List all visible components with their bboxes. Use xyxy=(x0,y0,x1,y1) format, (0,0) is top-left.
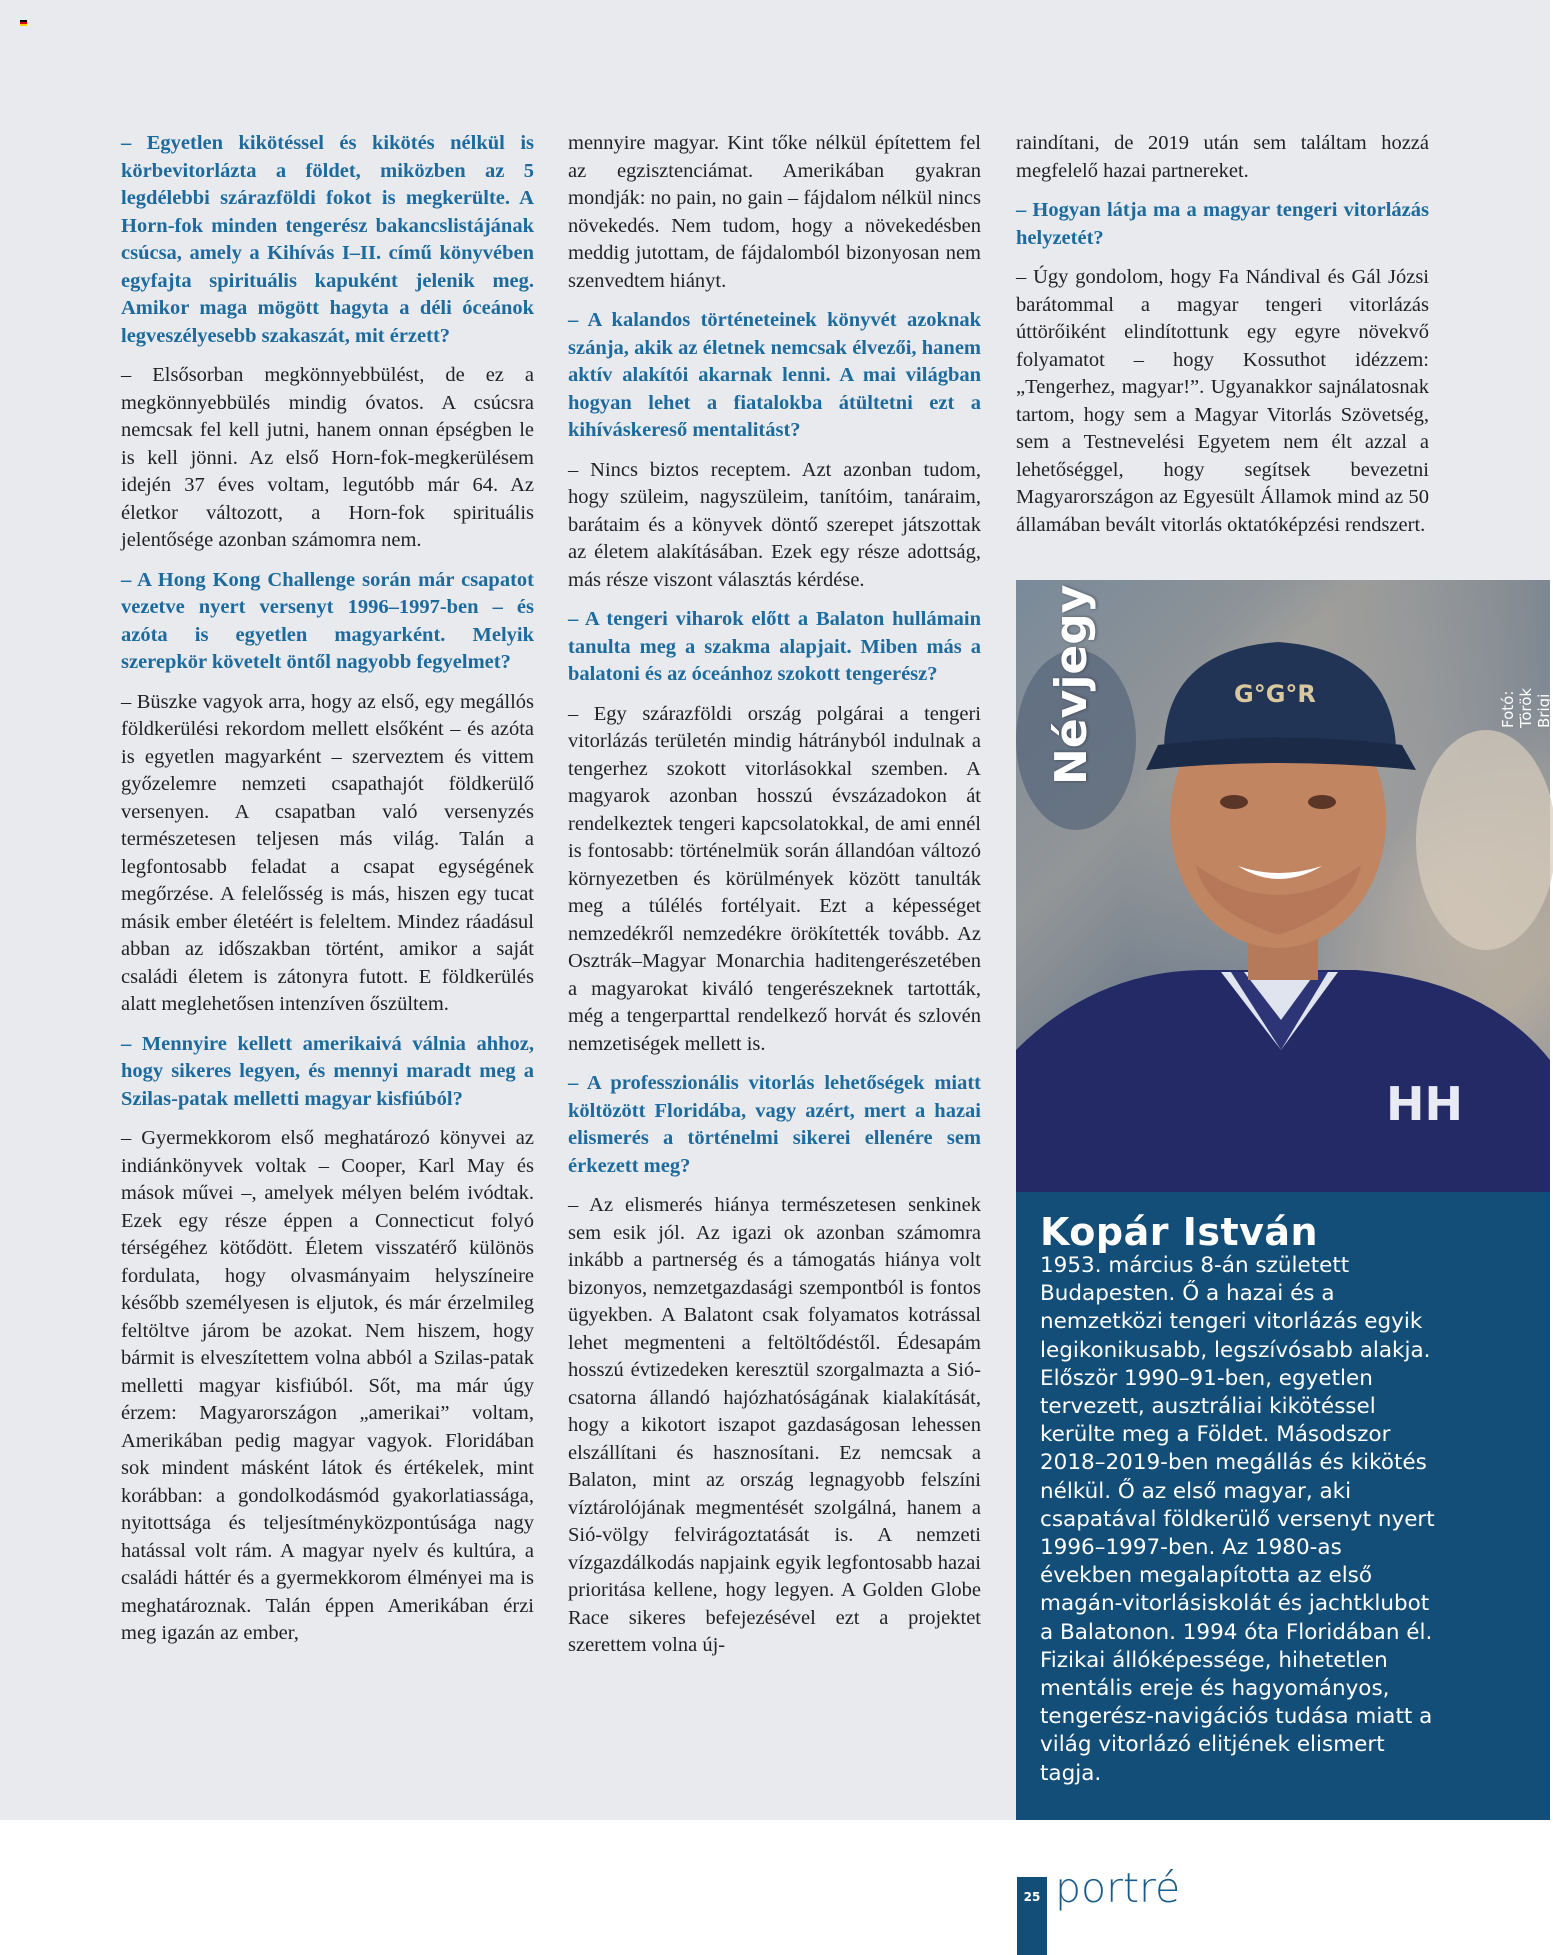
section-label: portré xyxy=(1055,1864,1181,1912)
interview-answer: – Az elismerés hiánya természetesen senkinek sem esik jól. Az igazi ok azonban számomra inkább a partnerség és a támogatás hiánya volt bizonyos, nemzetgazdasági szempontból is fontos ügyekben. A Balatont csak folyamatos kotrással lehet megmenteni a feltöltődéstől. Édesapám hosszú évtizedeken keresztül szorgalmazta a Sió-csatorna állandó hajózhatóságának kialakítását, hogy a kikotort iszapot gazdaságosan lehessen elszállítani és hasznosítani. Ez nemcsak a Balaton, mint az ország legnagyobb felszíni víztárolójának megmentését szolgálná, hanem a Sió-völgy felvirágoztatását is. A nemzeti vízgazdálkodás napjaink egyik legfontosabb hazai prioritása kellene, hogy legyen. A Golden Globe Race sikeres befejezésével ezt a projektet szerettem volna új- xyxy=(568,1194,981,1656)
interview-question: – A professzionális vitorlás lehetőségek miatt költözött Floridába, vagy azért, mert a hazai elismerés a történelmi sikerei ellenére sem érkezett meg? xyxy=(568,1072,981,1177)
profile-card xyxy=(1016,1192,1550,1820)
nevjegy-label: Névjegy xyxy=(1046,584,1097,785)
interview-question: – Egyetlen kikötéssel és kikötés nélkül is körbevitorlázta a földet, miközben az 5 legdélebbi szárazföldi fokot is megkerülte. A Horn-fok minden tengerész bakancslistájának csúcsa, amely a Kihívás I–II. című könyvében egyfajta spirituális kapuként jelenik meg. Amikor maga mögött hagyta a déli óceánok legveszélyesebb szakaszát, mit érzett? xyxy=(121,132,534,347)
page-number-tab xyxy=(1017,1877,1047,1955)
interview-question: – A tengeri viharok előtt a Balaton hullámain tanulta meg a szakma alapjait. Miben más a balatoni és az óceánhoz szokott tengerész? xyxy=(568,608,981,685)
interview-answer: – Nincs biztos receptem. Azt azonban tudom, hogy szüleim, nagyszüleim, tanítóim, tanáraim, barátaim és a könyvek döntő szerepet játszottak az életem alakításában. Ezek egy része adottság, más része viszont választás kérdése. xyxy=(568,458,981,591)
article-column-1 xyxy=(121,130,534,1660)
interview-question: – A Hong Kong Challenge során már csapatot vezetve nyert versenyt 1996–1997-ben – és azóta is egyetlen magyarként. Melyik szerepkör követelt öntől nagyobb fegyelmet? xyxy=(121,568,534,673)
photo-credit: Fotó: Török Brigi xyxy=(1499,687,1553,728)
interview-answer: – Elsősorban megkönnyebbülést, de ez a megkönnyebbülés mindig óvatos. A csúcsra nemcsak fel kell jutni, hanem onnan épségben le is kell jönni. Az első Horn-fok-megkerülésem idején 37 éves voltam, legutóbb már 64. Az életkor változott, a Horn-fok spirituális jelentősége azonban számomra nem. xyxy=(121,364,534,551)
cap-logo: G°G°R xyxy=(1234,680,1316,708)
interview-question: – Mennyire kellett amerikaivá válnia ahhoz, hogy sikeres legyen, és mennyi maradt meg a Szilas-patak melletti magyar kisfiúból? xyxy=(121,1032,534,1110)
profile-name: Kopár István xyxy=(1040,1210,1319,1254)
interview-answer: – Egy szárazföldi ország polgárai a tengeri vitorlázás területén mindig hátrányból indulnak a tengerhez szokott vitorlásokkal szemben. A magyarok azonban hosszú évszázadokon át rendelkeztek tengeri kapcsolatokkal, de ami ennél is fontosabb: történelmük során állandóan változó környezetben és körülmények között tanulták meg a túlélés fortélyait. Ezt a képességet nemzedékről nemzedékre örökítették tovább. Az Osztrák–Magyar Monarchia haditengerészetében a magyarokat kiváló tengerészeknek tartották, még a tengerparttal rendelkező horvát és szlovén nemzetiségek mellett is. xyxy=(568,702,981,1055)
article-column-2 xyxy=(568,130,981,1672)
page-number: 25 xyxy=(1023,1890,1041,1904)
interview-answer: raindítani, de 2019 után sem találtam hozzá megfelelő hazai partnereket. xyxy=(1016,132,1429,182)
interview-answer: – Úgy gondolom, hogy Fa Nándival és Gál Józsi barátommal a magyar tengeri vitorlázás úttörőiként elindítottunk egy egyre növekvő folyamatot – hogy Kossuthot idézzem: „Tengerhez, magyar!”. Ugyanakkor sajnálatosnak tartom, hogy sem a Magyar Vitorlás Szövetség, sem a Testnevelési Egyetem nem élt azzal a lehetőséggel, hogy segítsek bevezetni Magyarországon az Egyesült Államok mind az 50 államában bevált vitorlás oktatóképzési rendszert. xyxy=(1016,266,1429,536)
profile-bio: 1953. március 8-án született Budapesten. Ő a hazai és a nemzetközi tengeri vitorlázás egyik legikonikusabb, legszívósabb alakja. Először 1990–91-ben, egyetlen tervezett, ausztráliai kikötéssel kerülte meg a Földet. Másodszor 2018–2019-ben megállás és kikötés nélkül. Ő az első magyar, aki csapatával földkerülő versenyt nyert 1996–1997-ben. Az 1980-as években megalapította az első magán-vitorlásiskolát és jachtklubot a Balatonon. 1994 óta Floridában él. Fizikai állóképessége, hihetetlen mentális ereje és hagyományos, tengerész-navigációs tudása miatt a világ vitorlázó elitjének elismert tagja. xyxy=(1040,1253,1435,1786)
interview-question: – A kalandos történeteinek könyvét azoknak szánja, akik az életnek nemcsak élvezői, hanem aktív alakítói akarnak lenni. A mai világban hogyan lehet a fiatalokba átültetni ezt a kihíváskereső mentalitást? xyxy=(568,309,981,441)
interview-question: – Hogyan látja ma a magyar tengeri vitorlázás helyzetét? xyxy=(1016,199,1429,249)
shirt-logo: HH xyxy=(1386,1077,1463,1131)
interview-answer: – Gyermekkorom első meghatározó könyvei az indiánkönyvek voltak – Cooper, Karl May és mások művei –, amelyek mélyen belém ivódtak. Ezek egy része éppen a Connecticut folyó térségéhez kötődött. Életem visszatérő különös fordulata, hogy olvasmányaim helyszíneire később személyesen is eljutok, és már érzelmileg feltöltve járom be azokat. Nem hiszem, hogy bármit is elveszítettem volna abból a Szilas-patak melletti magyar kisfiúból. Sőt, ma már úgy érzem: Magyarországon „amerikai” voltam, Amerikában pedig magyar vagyok. Floridában sok mindent másként látok és értékelek, mint korábban: a gondolkodásmód gyakorlatiassága, nyitottsága és teljesítményközpontúsága nagy hatással volt rám. A magyar nyelv és kultúra, a családi háttér és a gyermekkorom élményei ma is meghatároznak. Talán éppen Amerikában érzi meg igazán az ember, xyxy=(121,1127,534,1644)
interview-answer: – Büszke vagyok arra, hogy az első, egy megállós földkerülési rekordom mellett elsőként – és azóta is egyetlen magyarként – szerveztem és vittem győzelemre nemzeti csapathajót földkerülő versenyen. A csapatban való versenyzés természetesen teljesen más világ. Talán a legfontosabb feladat a csapat egységének megőrzése. A felelősség is más, hiszen egy tucat másik ember életéért is feleltem. Mindez ráadásul abban az időszakban történt, amikor a saját családi életem is zátonyra futott. E földkerülés alatt meglehetősen intenzíven őszültem. xyxy=(121,690,534,1015)
interview-answer: mennyire magyar. Kint tőke nélkül építettem fel az egzisztenciámat. Amerikában gyakran mondják: no pain, no gain – fájdalom nélkül nincs növekedés. Nem tudom, hogy a növekedésben meddig jutottam, de fájdalomból bizonyosan nem szenvedtem hiányt. xyxy=(568,132,981,292)
article-column-3 xyxy=(1016,130,1429,551)
flag-icon xyxy=(20,20,27,27)
